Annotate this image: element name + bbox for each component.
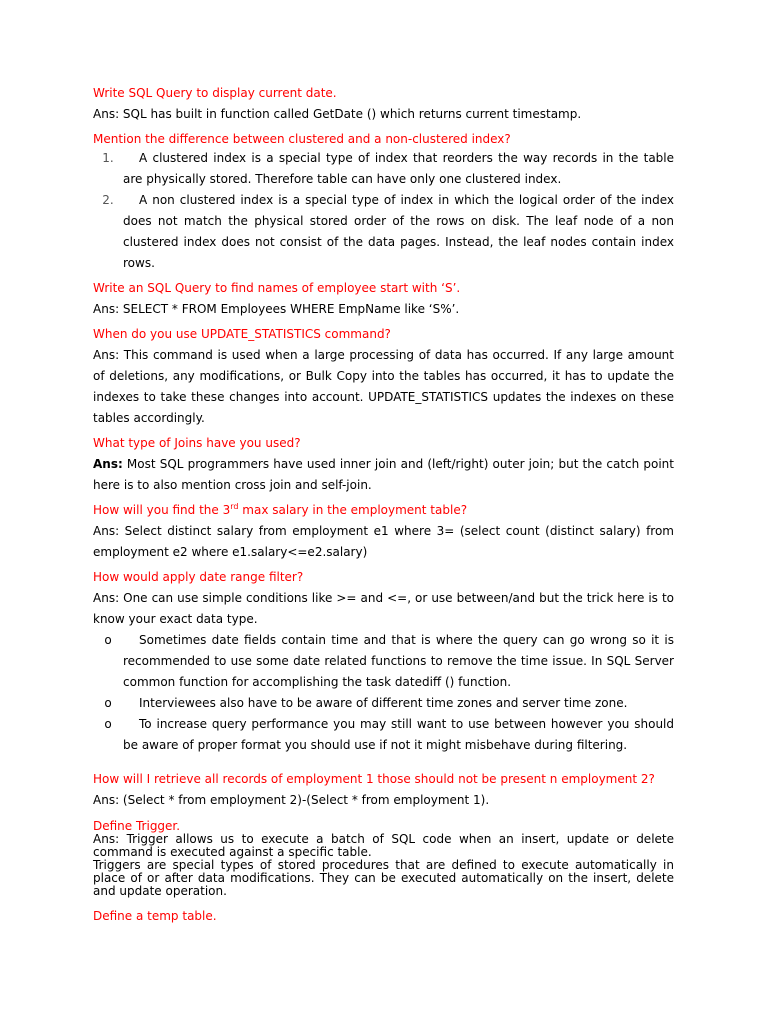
question-6-pre: How will you find the 3	[93, 503, 231, 517]
answer-8: Ans: (Select * from employment 2)-(Select * from employment 1).	[93, 793, 490, 807]
question-9: Define Trigger.	[93, 819, 181, 833]
question-8: How will I retrieve all records of employment 1 those should not be present n employment 2?	[93, 772, 655, 786]
list-number: 1.	[102, 151, 114, 165]
answer-5-text: Most SQL programmers have used inner join and (left/right) outer join; but the catch point here is to also mention cross join and self-join.	[93, 457, 674, 492]
answer-7: Ans: One can use simple conditions like >= and <=, or use between/and but the trick here is to know your exact data type.	[93, 591, 674, 626]
answer-6: Ans: Select distinct salary from employment e1 where 3= (select count (distinct salary) from employment e2 where e1.salary<=e2.salary)	[93, 524, 674, 559]
list-item	[93, 190, 674, 274]
list-item	[93, 714, 674, 756]
answer-9-line-1: Ans: Trigger allows us to execute a batch of SQL code when an insert, update or delete command is executed against a specific table.	[93, 832, 674, 859]
list-item-text: To increase query performance you may still want to use between however you should be aware of proper format you should use if not it might misbehave during filtering.	[123, 717, 674, 752]
answer-7-list	[93, 630, 674, 756]
bullet-icon: o	[104, 696, 112, 710]
question-1: Write SQL Query to display current date.	[93, 86, 337, 100]
question-5: What type of Joins have you used?	[93, 436, 301, 450]
question-3: Write an SQL Query to find names of employee start with ‘S’.	[93, 281, 461, 295]
answer-5	[93, 454, 674, 496]
question-10: Define a temp table.	[93, 909, 217, 923]
answer-4: Ans: This command is used when a large processing of data has occurred. If any large amount of deletions, any modifications, or Bulk Copy into the tables has occurred, it has to update the indexes to take these changes into account. UPDATE_STATISTICS updates the indexes on these tables accordingly.	[93, 348, 674, 425]
question-4: When do you use UPDATE_STATISTICS command?	[93, 327, 391, 341]
question-6-post: max salary in the employment table?	[238, 503, 468, 517]
answer-9-line-2: Triggers are special types of stored procedures that are defined to execute automatically in place of or after data modifications. They can be executed automatically on the insert, delete and update operation.	[93, 858, 674, 898]
list-item-text: Sometimes date fields contain time and that is where the query can go wrong so it is recommended to use some date related functions to remove the time issue. In SQL Server common function for accomplishing the task datediff () function.	[123, 633, 674, 689]
answer-3: Ans: SELECT * FROM Employees WHERE EmpName like ‘S%’.	[93, 302, 460, 316]
answer-2-list	[93, 148, 674, 274]
list-item-text: A clustered index is a special type of index that reorders the way records in the table are physically stored. Therefore table can have only one clustered index.	[123, 151, 674, 186]
list-item-text: A non clustered index is a special type of index in which the logical order of the index does not match the physical stored order of the rows on disk. The leaf node of a non clustered index does not consist of the data pages. Instead, the leaf nodes contain index rows.	[123, 193, 674, 270]
question-6	[93, 501, 674, 519]
document-body	[93, 84, 674, 925]
answer-1: Ans: SQL has built in function called GetDate () which returns current timestamp.	[93, 107, 582, 121]
question-6-superscript: rd	[230, 502, 239, 511]
question-2: Mention the difference between clustered and a non-clustered index?	[93, 132, 511, 146]
list-number: 2.	[102, 193, 114, 207]
bullet-icon: o	[104, 717, 112, 731]
answer-label: Ans:	[93, 457, 123, 471]
list-item	[93, 630, 674, 693]
list-item	[93, 148, 674, 190]
list-item-text: Interviewees also have to be aware of different time zones and server time zone.	[139, 696, 628, 710]
question-7: How would apply date range filter?	[93, 570, 304, 584]
list-item	[93, 693, 674, 714]
bullet-icon: o	[104, 633, 112, 647]
